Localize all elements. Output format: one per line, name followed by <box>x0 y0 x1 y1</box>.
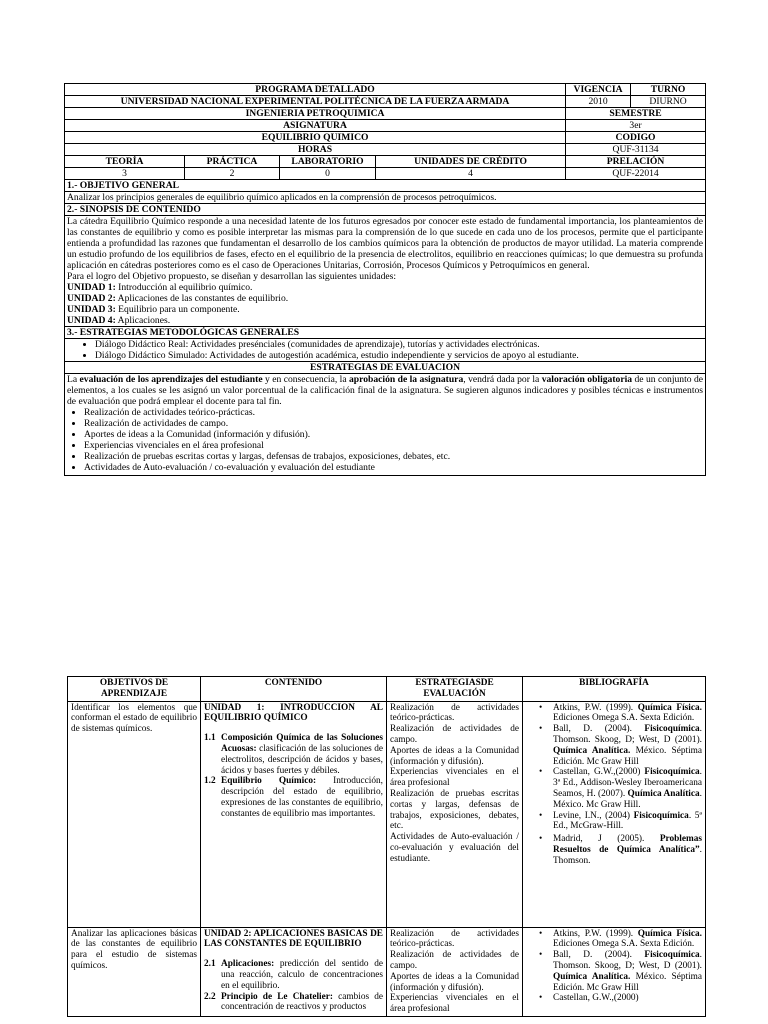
list-item: • Madrid, J (2005). Problemas Resueltos de Química Analítica”. Thomson. <box>539 834 702 866</box>
evaluacion-cell <box>65 374 706 476</box>
list-item: • Realización de actividades teórico-prácticas. <box>84 407 703 418</box>
strategy-item: Realización de actividades de campo. <box>390 950 519 971</box>
career-name: INGENIERIA PETROQUIMICA <box>65 108 566 120</box>
sinopsis-text: La cátedra Equilibrio Químico responde a una necesidad latente de los futuros egresados por conocer este estado de fundamental importancia, los planteamientos de las constantes de equilibrio y como es posible interpretar las mismas para la comprensión de lo que sucede en cada uno de los procesos, permite que el participante entienda a profundidad las razones que fundamentan el desarrollo de los cambios químicos para la obtención de productos de mayor utilidad. La materia comprende un estudio profundo de los equilibrios de fases, efecto en el equilibrio de la presencia de electrolitos, equilibrio en reacciones químicas; lo que demuestra su profunda aplicación en cátedras posteriores como es el caso de Operaciones Unitarias, Corrosión, Procesos Químicos y Petroquímicos en general. <box>67 216 704 271</box>
header-contenido: CONTENIDO <box>201 677 387 702</box>
list-item: • Actividades de Auto-evaluación / co-evaluación y evaluación del estudiante <box>84 462 703 473</box>
subject-name: EQUILIBRIO QUIMICO <box>65 132 566 144</box>
list-item: • Realización de actividades de campo. <box>84 418 703 429</box>
sinopsis-title: 2.- SINOPSIS DE CONTENIDO <box>65 204 706 216</box>
objetivo-title: 1.- OBJETIVO GENERAL <box>65 180 706 192</box>
unit-item: UNIDAD 4: Aplicaciones. <box>67 315 171 326</box>
list-item: • Diálogo Didáctico Real: Actividades presénciales (comunidades de aprendizaje), tutorías y actividades electrónicas. <box>95 339 703 350</box>
table-row <box>68 927 706 1016</box>
semestre-label: SEMESTRE <box>566 108 706 120</box>
practica-label: PRÁCTICA <box>185 156 280 168</box>
strategy-item: Actividades de Auto-evaluación / co-evaluación y evaluación del estudiante. <box>390 832 519 864</box>
vigencia-value: 2010 <box>566 96 631 108</box>
prelacion-value: QUF-22014 <box>566 168 706 180</box>
units-list <box>67 282 703 326</box>
program-title: PROGRAMA DETALLADO <box>65 84 566 96</box>
unit-item: UNIDAD 1: Introducción al equilibrio químico. <box>67 282 253 293</box>
topic-item: 1.2 Equilibrio Químico: Introducción, descripción del estado de equilibrio, expresiones de las constantes de equilibrio, constantes de equilibrio mas importantes. <box>204 776 384 819</box>
asignatura-label: ASIGNATURA <box>65 120 566 132</box>
header-objetivos: OBJETIVOS DE APRENDIZAJE <box>68 677 201 702</box>
strategy-item: Realización de actividades de campo. <box>390 724 519 745</box>
objetivo-text: Analizar los principios generales de equilibrio químico aplicados en la comprensión de procesos petroquímicos. <box>65 192 706 204</box>
header-bibliografia: BIBLIOGRAFÍA <box>523 677 706 702</box>
evaluacion-list <box>67 407 703 475</box>
creditos-value: 4 <box>376 168 566 180</box>
university-name: UNIVERSIDAD NACIONAL EXPERIMENTAL POLITÉCNICA DE LA FUERZA ARMADA <box>65 96 566 108</box>
evaluacion-text: La evaluación de los aprendizajes del estudiante y en consecuencia, la aprobación de la asignatura, vendrá dada por la valoración obligatoria de un conjunto de elementos, a los cuales se les asignó un valor porcentual de la calificación final de la asignatura. Se sugieren algunos indicadores y posibles técnicas e instrumentos de evaluación que podrá emplear el docente para tal fin. <box>67 374 704 407</box>
topic-item: 1.1 Composición Química de las Soluciones Acuosas: clasificación de las soluciones de electrolitos, descripción de ácidos y bases, ácidos y bases fuertes y débiles. <box>204 733 383 776</box>
list-item: • Castellan, G.W.,(2000) <box>539 993 702 1004</box>
estrategias-met-cell <box>65 339 706 362</box>
strategy-item: Realización de actividades teórico-prácticas. <box>390 928 519 950</box>
teoria-value: 3 <box>65 168 185 180</box>
unit-title: UNIDAD 1: INTRODUCCION AL EQUILIBRIO QUÍMICO <box>204 702 383 724</box>
creditos-label: UNIDADES DE CRÉDITO <box>376 156 566 168</box>
evaluacion-title: ESTRATEGIAS DE EVALUACION <box>65 362 706 374</box>
strategy-item: Aportes de ideas a la Comunidad (información y difusión). <box>390 745 519 767</box>
sinopsis-cell <box>65 216 706 327</box>
objective-cell: Identificar los elementos que conforman el estado de equilibrio de sistemas químicos. <box>68 701 201 927</box>
unit-item: UNIDAD 2: Aplicaciones de las constantes de equilibrio. <box>67 293 289 304</box>
turno-value: DIURNO <box>631 96 706 108</box>
list-item: • Diálogo Didáctico Simulado: Actividades de autogestión académica, estudio independiente y servicios de apoyo al estudiante. <box>95 350 703 361</box>
estrategias-met-list <box>67 339 703 361</box>
strategy-item: Realización de actividades teórico-prácticas. <box>390 702 519 724</box>
unit-title: UNIDAD 2: APLICACIONES BASICAS DE LAS CONSTANTES DE EQUILIBRIO <box>204 928 383 950</box>
bibliography-list <box>526 703 702 867</box>
list-item: • Castellan, G.W.,(2000) Fisicoquímica. 3ª Ed., Addison-Wesley Iberoamericana Seamos, H. (2007). Química Analítica. México. Mc Graw Hill. <box>539 767 702 810</box>
bibliography-cell <box>523 701 706 927</box>
detail-table <box>67 676 706 1017</box>
list-item: • Ball, D. (2004). Fisicoquímica. Thomson. Skoog, D; West, D (2001). Química Analítica. México. Séptima Edición. Mc Graw Hill <box>539 950 702 993</box>
list-item: • Atkins, P.W. (1999). Química Física. Ediciones Omega S.A. Sexta Edición. <box>539 703 702 725</box>
teoria-label: TEORÍA <box>65 156 185 168</box>
strategy-item: Aportes de ideas a la Comunidad (información y difusión). <box>390 971 519 993</box>
semestre-value: 3er <box>566 120 706 132</box>
bibliography-list <box>526 929 702 1005</box>
sinopsis-intro-units: Para el logro del Objetivo propuesto, se diseñan y desarrollan las siguientes unidades: <box>67 271 397 282</box>
strategy-item: Realización de pruebas escritas cortas y largas, defensas de trabajos, exposiciones, debates, etc. <box>390 788 519 832</box>
list-item: • Experiencias vivenciales en el área profesional <box>84 440 703 451</box>
strategy-item: Experiencias vivenciales en el área profesional <box>390 993 519 1015</box>
vigencia-label: VIGENCIA <box>566 84 631 96</box>
laboratorio-label: LABORATORIO <box>280 156 376 168</box>
header-estrategias: ESTRATEGIASDE EVALUACIÓN <box>387 677 523 702</box>
codigo-value: QUF-31134 <box>566 144 706 156</box>
codigo-label: CODIGO <box>566 132 706 144</box>
list-item: • Levine, I.N., (2004) Fisicoquímica. 5ª Ed., McGraw-Hill. <box>539 811 702 833</box>
content-cell <box>201 927 387 1016</box>
estrategias-met-title: 3.- ESTRATEGIAS METODOLÓGICAS GENERALES <box>65 327 706 339</box>
list-item: • Realización de pruebas escritas cortas y largas, defensas de trabajos, exposiciones, debates, etc. <box>84 451 703 462</box>
topic-item: 2.1 Aplicaciones: predicción del sentido de una reacción, calculo de concentraciones en el equilibrio. <box>204 959 383 991</box>
content-cell <box>201 701 387 927</box>
objective-cell: Analizar las aplicaciones básicas de las constantes de equilibrio para el estudio de sistemas químicos. <box>68 927 201 1016</box>
table-row <box>68 701 706 927</box>
list-item: • Aportes de ideas a la Comunidad (información y difusión). <box>84 429 703 440</box>
turno-label: TURNO <box>631 84 706 96</box>
practica-value: 2 <box>185 168 280 180</box>
strategy-item: Experiencias vivenciales en el área profesional <box>390 767 519 789</box>
list-item: • Ball, D. (2004). Fisicoquímica. Thomson. Skoog, D; West, D (2001). Química Analítica. México. Séptima Edición. Mc Graw Hill <box>539 724 702 767</box>
strategies-cell <box>387 927 523 1016</box>
prelacion-label: PRELACIÓN <box>566 156 706 168</box>
horas-label: HORAS <box>65 144 566 156</box>
laboratorio-value: 0 <box>280 168 376 180</box>
topic-item: 2.2 Principio de Le Chatelier: cambios de concentración de reactivos y productos <box>204 991 383 1013</box>
bibliography-cell <box>523 927 706 1016</box>
unit-item: UNIDAD 3: Equilibrio para un componente. <box>67 304 240 315</box>
strategies-cell <box>387 701 523 927</box>
list-item: • Atkins, P.W. (1999). Química Física. Ediciones Omega S.A. Sexta Edición. <box>539 929 702 951</box>
program-table <box>64 83 706 476</box>
